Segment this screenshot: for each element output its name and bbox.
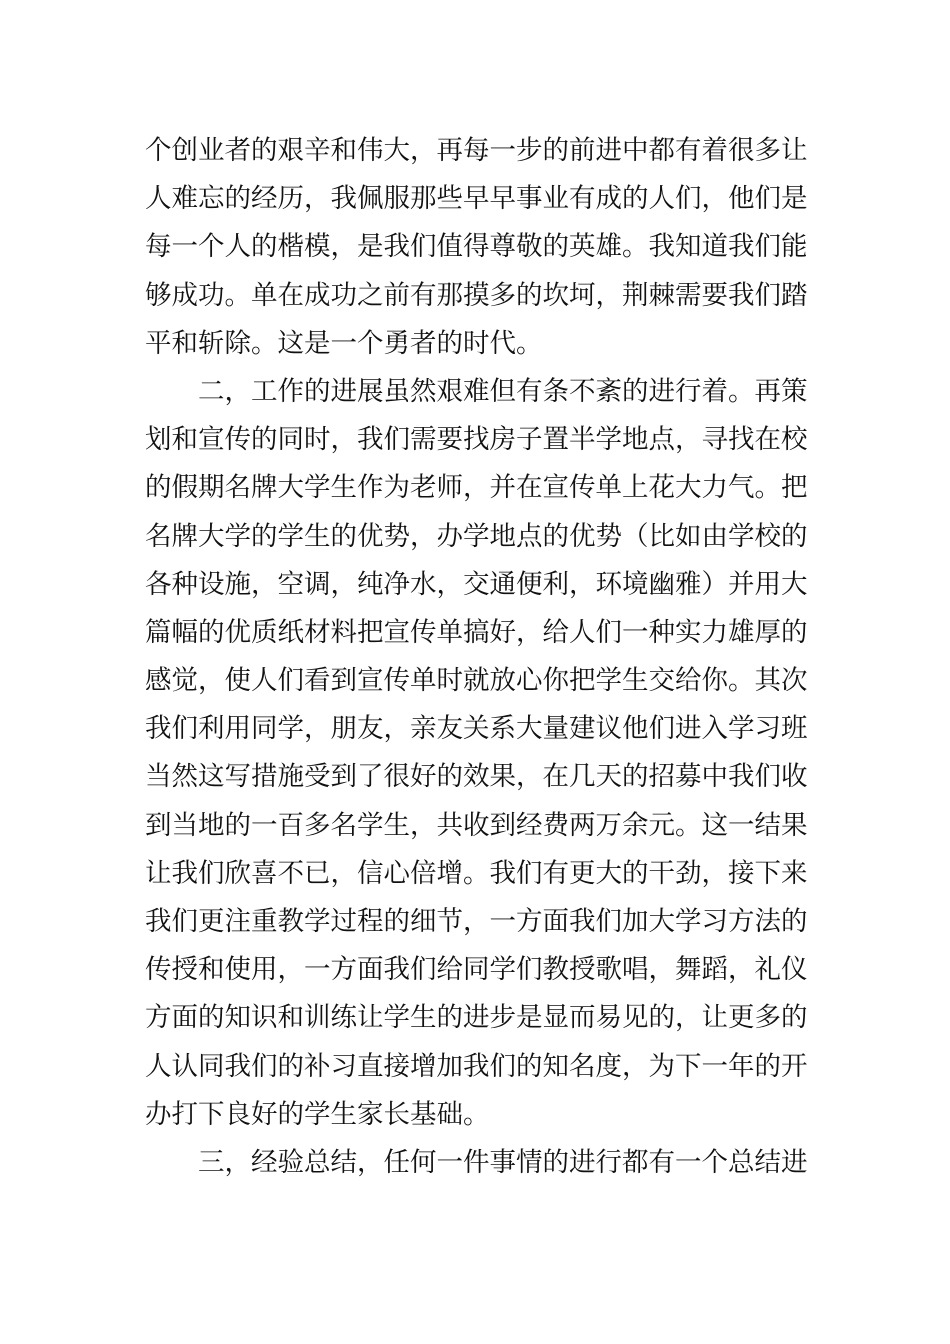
body-text xyxy=(145,127,815,1187)
text-line: 二，工作的进展虽然艰难但有条不紊的进行着。再策 xyxy=(145,375,808,407)
text-line: 方面的知识和训练让学生的进步是显而易见的，让更多的 xyxy=(145,1002,808,1034)
text-line: 办打下良好的学生家长基础。 xyxy=(145,1098,490,1130)
text-line: 让我们欣喜不已，信心倍增。我们有更大的干劲，接下来 xyxy=(145,857,808,889)
text-line: 人认同我们的补习直接增加我们的知名度，为下一年的开 xyxy=(145,1050,808,1082)
text-line: 篇幅的优质纸材料把宣传单搞好，给人们一种实力雄厚的 xyxy=(145,616,808,648)
text-line: 人难忘的经历，我佩服那些早早事业有成的人们，他们是 xyxy=(145,183,808,215)
text-line: 平和斩除。这是一个勇者的时代。 xyxy=(145,327,543,359)
text-line: 到当地的一百多名学生，共收到经费两万余元。这一结果 xyxy=(145,809,808,841)
text-line: 当然这写措施受到了很好的效果，在几天的招募中我们收 xyxy=(145,761,808,793)
text-line: 我们利用同学，朋友，亲友关系大量建议他们进入学习班 xyxy=(145,713,808,745)
text-line: 够成功。单在成功之前有那摸多的坎坷，荆棘需要我们踏 xyxy=(145,279,808,311)
text-line: 感觉，使人们看到宣传单时就放心你把学生交给你。其次 xyxy=(145,665,808,697)
text-line: 各种设施，空调，纯净水，交通便利，环境幽雅）并用大 xyxy=(145,568,808,600)
text-line: 名牌大学的学生的优势，办学地点的优势（比如由学校的 xyxy=(145,520,808,552)
text-line: 传授和使用，一方面我们给同学们教授歌唱，舞蹈，礼仪 xyxy=(145,954,808,986)
text-line: 三，经验总结，任何一件事情的进行都有一个总结进 xyxy=(145,1146,808,1178)
text-line: 划和宣传的同时，我们需要找房子置半学地点，寻找在校 xyxy=(145,424,808,456)
text-line: 我们更注重教学过程的细节，一方面我们加大学习方法的 xyxy=(145,906,808,937)
text-line: 个创业者的艰辛和伟大，再每一步的前进中都有着很多让 xyxy=(145,135,808,166)
text-line: 的假期名牌大学生作为老师，并在宣传单上花大力气。把 xyxy=(145,472,808,504)
text-line: 每一个人的楷模，是我们值得尊敬的英雄。我知道我们能 xyxy=(145,231,808,263)
